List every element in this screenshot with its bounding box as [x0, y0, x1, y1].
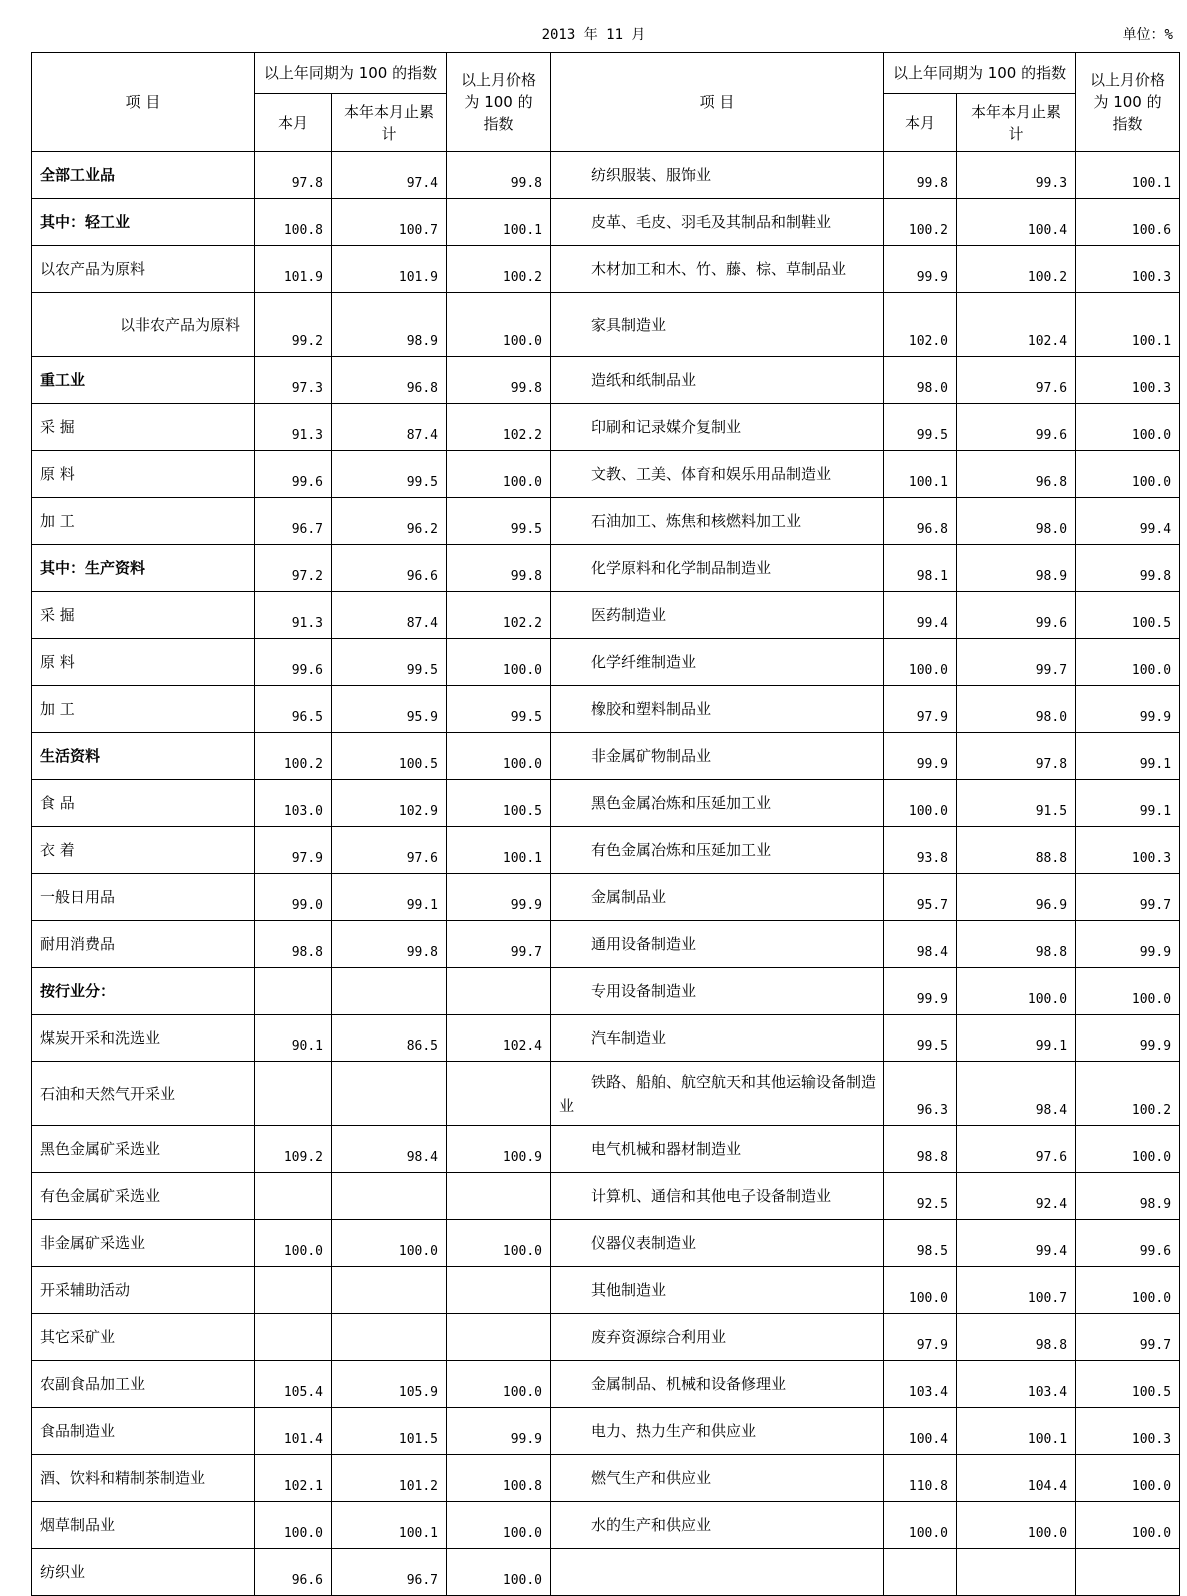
cell-this-month-right: 96.8 — [884, 498, 957, 545]
table-row — [32, 152, 1180, 199]
cell-mom-left: 99.9 — [447, 874, 551, 921]
row-label-right: 非金属矿物制品业 — [551, 733, 884, 780]
row-label-right: 电气机械和器材制造业 — [551, 1126, 884, 1173]
cell-ytd-right: 99.1 — [957, 1015, 1076, 1062]
cell-mom-right: 98.9 — [1076, 1173, 1180, 1220]
cell-this-month-right — [884, 1549, 957, 1596]
cell-mom-right: 100.0 — [1076, 451, 1180, 498]
cell-mom-right: 99.9 — [1076, 1015, 1180, 1062]
row-label-right: 铁路、船舶、航空航天和其他运输设备制造业 — [551, 1062, 884, 1126]
cell-mom-left — [447, 1173, 551, 1220]
cell-ytd-right: 100.4 — [957, 199, 1076, 246]
col-this-month-right: 本月 — [884, 94, 957, 152]
cell-mom-left: 99.7 — [447, 921, 551, 968]
row-label-right: 印刷和记录媒介复制业 — [551, 404, 884, 451]
table-row — [32, 246, 1180, 293]
row-label-right: 橡胶和塑料制品业 — [551, 686, 884, 733]
cell-this-month-left: 99.2 — [255, 293, 332, 357]
cell-this-month-right: 102.0 — [884, 293, 957, 357]
cell-this-month-left: 103.0 — [255, 780, 332, 827]
row-label-right: 化学纤维制造业 — [551, 639, 884, 686]
cell-ytd-left: 100.7 — [332, 199, 447, 246]
cell-this-month-left: 99.6 — [255, 639, 332, 686]
cell-ytd-right: 98.0 — [957, 498, 1076, 545]
cell-ytd-left: 95.9 — [332, 686, 447, 733]
table-row — [32, 874, 1180, 921]
cell-ytd-right: 96.9 — [957, 874, 1076, 921]
cell-mom-left: 99.9 — [447, 1408, 551, 1455]
cell-ytd-right: 98.8 — [957, 1314, 1076, 1361]
table-row — [32, 921, 1180, 968]
cell-this-month-right: 98.4 — [884, 921, 957, 968]
cell-mom-left: 100.1 — [447, 827, 551, 874]
row-label-left: 全部工业品 — [32, 152, 255, 199]
cell-ytd-right — [957, 1549, 1076, 1596]
cell-ytd-left: 97.6 — [332, 827, 447, 874]
row-label-right: 计算机、通信和其他电子设备制造业 — [551, 1173, 884, 1220]
cell-mom-right: 100.0 — [1076, 1455, 1180, 1502]
table-row — [32, 1126, 1180, 1173]
row-label-left: 按行业分： — [32, 968, 255, 1015]
cell-this-month-right: 103.4 — [884, 1361, 957, 1408]
table-row — [32, 1062, 1180, 1126]
cell-ytd-left: 99.5 — [332, 451, 447, 498]
row-label-left: 重工业 — [32, 357, 255, 404]
cell-mom-left: 99.8 — [447, 357, 551, 404]
table-row — [32, 1267, 1180, 1314]
cell-mom-left — [447, 968, 551, 1015]
row-label-left: 烟草制品业 — [32, 1502, 255, 1549]
cell-ytd-left: 99.5 — [332, 639, 447, 686]
row-label-left: 酒、饮料和精制茶制造业 — [32, 1455, 255, 1502]
cell-this-month-left — [255, 1267, 332, 1314]
row-label-left: 农副食品加工业 — [32, 1361, 255, 1408]
cell-this-month-right: 93.8 — [884, 827, 957, 874]
cell-ytd-left — [332, 1267, 447, 1314]
row-label-left: 原 料 — [32, 639, 255, 686]
cell-this-month-left: 109.2 — [255, 1126, 332, 1173]
row-label-left: 其中：生产资料 — [32, 545, 255, 592]
cell-mom-right: 99.9 — [1076, 686, 1180, 733]
row-label-left: 采 掘 — [32, 592, 255, 639]
cell-mom-right: 99.1 — [1076, 733, 1180, 780]
cell-ytd-left: 100.0 — [332, 1220, 447, 1267]
row-label-left: 耐用消费品 — [32, 921, 255, 968]
row-label-right: 电力、热力生产和供应业 — [551, 1408, 884, 1455]
row-label-right: 石油加工、炼焦和核燃料加工业 — [551, 498, 884, 545]
table-row — [32, 1408, 1180, 1455]
col-item-left: 项 目 — [32, 53, 255, 152]
report-header — [0, 24, 1187, 46]
row-label-left: 食 品 — [32, 780, 255, 827]
cell-mom-left: 100.5 — [447, 780, 551, 827]
cell-mom-right: 100.3 — [1076, 357, 1180, 404]
row-label-left: 以非农产品为原料 — [32, 293, 255, 357]
cell-this-month-right: 100.1 — [884, 451, 957, 498]
cell-ytd-right: 88.8 — [957, 827, 1076, 874]
cell-this-month-left — [255, 968, 332, 1015]
cell-this-month-right: 99.9 — [884, 246, 957, 293]
cell-this-month-right: 99.8 — [884, 152, 957, 199]
cell-this-month-left: 91.3 — [255, 404, 332, 451]
cell-ytd-right: 97.6 — [957, 1126, 1076, 1173]
cell-mom-left: 99.8 — [447, 152, 551, 199]
cell-this-month-left: 97.3 — [255, 357, 332, 404]
table-row — [32, 1220, 1180, 1267]
cell-ytd-right: 102.4 — [957, 293, 1076, 357]
cell-mom-left: 102.4 — [447, 1015, 551, 1062]
cell-mom-right: 99.7 — [1076, 874, 1180, 921]
cell-ytd-right: 100.7 — [957, 1267, 1076, 1314]
table-row — [32, 827, 1180, 874]
cell-ytd-right: 99.6 — [957, 592, 1076, 639]
cell-mom-left: 99.5 — [447, 498, 551, 545]
row-label-left: 一般日用品 — [32, 874, 255, 921]
cell-this-month-left: 100.0 — [255, 1220, 332, 1267]
col-yoy-group-left: 以上年同期为 100 的指数 — [255, 53, 447, 94]
row-label-left: 食品制造业 — [32, 1408, 255, 1455]
cell-ytd-left: 100.5 — [332, 733, 447, 780]
cell-ytd-right: 99.4 — [957, 1220, 1076, 1267]
cell-ytd-right: 99.7 — [957, 639, 1076, 686]
cell-this-month-right: 99.9 — [884, 733, 957, 780]
row-label-right: 家具制造业 — [551, 293, 884, 357]
cell-mom-left: 100.0 — [447, 451, 551, 498]
cell-mom-left: 100.9 — [447, 1126, 551, 1173]
row-label-left: 非金属矿采选业 — [32, 1220, 255, 1267]
table-row — [32, 357, 1180, 404]
table-row — [32, 293, 1180, 357]
cell-mom-left: 102.2 — [447, 404, 551, 451]
cell-ytd-right: 99.3 — [957, 152, 1076, 199]
cell-mom-right: 99.6 — [1076, 1220, 1180, 1267]
cell-ytd-left: 105.9 — [332, 1361, 447, 1408]
cell-this-month-right: 95.7 — [884, 874, 957, 921]
cell-mom-right — [1076, 1549, 1180, 1596]
cell-this-month-left: 99.0 — [255, 874, 332, 921]
price-index-table — [31, 52, 1180, 1596]
cell-mom-right: 100.1 — [1076, 152, 1180, 199]
cell-ytd-left: 100.1 — [332, 1502, 447, 1549]
col-ytd-right: 本年本月止累计 — [957, 94, 1076, 152]
cell-ytd-left: 96.8 — [332, 357, 447, 404]
cell-this-month-left: 91.3 — [255, 592, 332, 639]
cell-mom-right: 99.8 — [1076, 545, 1180, 592]
cell-ytd-left: 101.2 — [332, 1455, 447, 1502]
cell-ytd-right: 98.4 — [957, 1062, 1076, 1126]
cell-ytd-left: 86.5 — [332, 1015, 447, 1062]
table-row — [32, 1314, 1180, 1361]
cell-ytd-left — [332, 968, 447, 1015]
row-label-left: 开采辅助活动 — [32, 1267, 255, 1314]
cell-ytd-right: 97.8 — [957, 733, 1076, 780]
cell-mom-left: 100.0 — [447, 733, 551, 780]
cell-this-month-left: 97.9 — [255, 827, 332, 874]
cell-ytd-left: 87.4 — [332, 404, 447, 451]
cell-mom-left: 100.8 — [447, 1455, 551, 1502]
row-label-left: 其中：轻工业 — [32, 199, 255, 246]
cell-mom-right: 99.9 — [1076, 921, 1180, 968]
cell-this-month-right: 96.3 — [884, 1062, 957, 1126]
cell-this-month-right: 100.0 — [884, 639, 957, 686]
cell-ytd-left: 96.7 — [332, 1549, 447, 1596]
cell-this-month-right: 98.1 — [884, 545, 957, 592]
cell-ytd-left: 99.8 — [332, 921, 447, 968]
cell-ytd-right: 99.6 — [957, 404, 1076, 451]
row-label-right: 文教、工美、体育和娱乐用品制造业 — [551, 451, 884, 498]
row-label-right: 其他制造业 — [551, 1267, 884, 1314]
cell-this-month-right: 100.2 — [884, 199, 957, 246]
cell-mom-left: 99.8 — [447, 545, 551, 592]
report-date: 2013 年 11 月 — [541, 27, 646, 43]
cell-this-month-left: 97.2 — [255, 545, 332, 592]
cell-this-month-left: 100.8 — [255, 199, 332, 246]
cell-ytd-right: 104.4 — [957, 1455, 1076, 1502]
cell-mom-right: 100.0 — [1076, 404, 1180, 451]
row-label-right: 仪器仪表制造业 — [551, 1220, 884, 1267]
cell-ytd-left: 87.4 — [332, 592, 447, 639]
cell-ytd-right: 91.5 — [957, 780, 1076, 827]
col-ytd-left: 本年本月止累计 — [332, 94, 447, 152]
row-label-left: 黑色金属矿采选业 — [32, 1126, 255, 1173]
cell-this-month-right: 98.5 — [884, 1220, 957, 1267]
cell-ytd-right: 98.9 — [957, 545, 1076, 592]
cell-ytd-left: 97.4 — [332, 152, 447, 199]
row-label-right: 医药制造业 — [551, 592, 884, 639]
cell-this-month-right: 97.9 — [884, 1314, 957, 1361]
cell-this-month-right: 100.0 — [884, 1502, 957, 1549]
cell-mom-left: 100.0 — [447, 1549, 551, 1596]
row-label-right: 金属制品、机械和设备修理业 — [551, 1361, 884, 1408]
cell-mom-right: 100.3 — [1076, 246, 1180, 293]
row-label-left: 原 料 — [32, 451, 255, 498]
table-row — [32, 1173, 1180, 1220]
cell-mom-right: 100.0 — [1076, 639, 1180, 686]
row-label-left: 采 掘 — [32, 404, 255, 451]
row-label-right: 纺织服装、服饰业 — [551, 152, 884, 199]
cell-mom-right: 100.0 — [1076, 1502, 1180, 1549]
cell-mom-right: 100.1 — [1076, 293, 1180, 357]
row-label-right: 废弃资源综合利用业 — [551, 1314, 884, 1361]
row-label-right: 造纸和纸制品业 — [551, 357, 884, 404]
cell-ytd-left — [332, 1062, 447, 1126]
table-row — [32, 968, 1180, 1015]
row-label-left: 煤炭开采和洗选业 — [32, 1015, 255, 1062]
cell-mom-right: 100.5 — [1076, 592, 1180, 639]
cell-mom-right: 100.5 — [1076, 1361, 1180, 1408]
cell-this-month-left: 98.8 — [255, 921, 332, 968]
cell-this-month-right: 97.9 — [884, 686, 957, 733]
cell-mom-left — [447, 1267, 551, 1314]
table-row — [32, 545, 1180, 592]
cell-ytd-left: 101.9 — [332, 246, 447, 293]
row-label-right: 化学原料和化学制品制造业 — [551, 545, 884, 592]
cell-ytd-left: 98.9 — [332, 293, 447, 357]
cell-this-month-right: 99.5 — [884, 1015, 957, 1062]
cell-this-month-left: 105.4 — [255, 1361, 332, 1408]
cell-this-month-left: 100.2 — [255, 733, 332, 780]
cell-ytd-left: 101.5 — [332, 1408, 447, 1455]
cell-mom-right: 100.3 — [1076, 827, 1180, 874]
row-label-right: 金属制品业 — [551, 874, 884, 921]
cell-ytd-right: 96.8 — [957, 451, 1076, 498]
cell-this-month-right: 100.0 — [884, 1267, 957, 1314]
cell-this-month-left: 97.8 — [255, 152, 332, 199]
cell-ytd-right: 100.0 — [957, 1502, 1076, 1549]
cell-this-month-left: 102.1 — [255, 1455, 332, 1502]
table-row — [32, 1549, 1180, 1596]
cell-ytd-right: 100.0 — [957, 968, 1076, 1015]
col-item-right: 项 目 — [551, 53, 884, 152]
cell-this-month-right: 92.5 — [884, 1173, 957, 1220]
cell-ytd-left — [332, 1314, 447, 1361]
col-mom-left: 以上月价格为 100 的指数 — [447, 53, 551, 152]
cell-ytd-left: 96.2 — [332, 498, 447, 545]
cell-mom-left — [447, 1062, 551, 1126]
cell-this-month-right: 110.8 — [884, 1455, 957, 1502]
cell-this-month-left — [255, 1173, 332, 1220]
row-label-right: 汽车制造业 — [551, 1015, 884, 1062]
cell-mom-left: 102.2 — [447, 592, 551, 639]
row-label-left: 有色金属矿采选业 — [32, 1173, 255, 1220]
cell-this-month-right: 98.8 — [884, 1126, 957, 1173]
cell-this-month-right: 98.0 — [884, 357, 957, 404]
table-row — [32, 780, 1180, 827]
cell-this-month-left: 99.6 — [255, 451, 332, 498]
cell-mom-right: 100.2 — [1076, 1062, 1180, 1126]
cell-this-month-right: 100.4 — [884, 1408, 957, 1455]
cell-mom-left: 100.2 — [447, 246, 551, 293]
cell-ytd-right: 98.8 — [957, 921, 1076, 968]
cell-this-month-left: 101.4 — [255, 1408, 332, 1455]
row-label-right: 通用设备制造业 — [551, 921, 884, 968]
table-row — [32, 1502, 1180, 1549]
cell-this-month-left: 96.5 — [255, 686, 332, 733]
row-label-left: 纺织业 — [32, 1549, 255, 1596]
row-label-left: 生活资料 — [32, 733, 255, 780]
table-row — [32, 1361, 1180, 1408]
cell-this-month-left: 96.7 — [255, 498, 332, 545]
cell-this-month-left: 100.0 — [255, 1502, 332, 1549]
row-label-right: 燃气生产和供应业 — [551, 1455, 884, 1502]
table-row — [32, 1015, 1180, 1062]
cell-this-month-left — [255, 1062, 332, 1126]
cell-mom-left: 100.0 — [447, 1220, 551, 1267]
table-row — [32, 639, 1180, 686]
row-label-left: 衣 着 — [32, 827, 255, 874]
row-label-right: 专用设备制造业 — [551, 968, 884, 1015]
cell-mom-left — [447, 1314, 551, 1361]
col-mom-right: 以上月价格为 100 的指数 — [1076, 53, 1180, 152]
col-yoy-group-right: 以上年同期为 100 的指数 — [884, 53, 1076, 94]
unit-label: 单位：% — [1122, 27, 1173, 43]
row-label-left: 以农产品为原料 — [32, 246, 255, 293]
cell-ytd-right: 100.2 — [957, 246, 1076, 293]
cell-ytd-left: 98.4 — [332, 1126, 447, 1173]
cell-mom-left: 100.1 — [447, 199, 551, 246]
cell-mom-left: 100.0 — [447, 1502, 551, 1549]
row-label-right: 皮革、毛皮、羽毛及其制品和制鞋业 — [551, 199, 884, 246]
cell-ytd-right: 98.0 — [957, 686, 1076, 733]
cell-this-month-left: 96.6 — [255, 1549, 332, 1596]
cell-mom-right: 100.6 — [1076, 199, 1180, 246]
row-label-left: 加 工 — [32, 686, 255, 733]
cell-mom-right: 100.0 — [1076, 968, 1180, 1015]
row-label-left: 加 工 — [32, 498, 255, 545]
table-row — [32, 404, 1180, 451]
cell-this-month-right: 99.5 — [884, 404, 957, 451]
cell-ytd-right: 92.4 — [957, 1173, 1076, 1220]
row-label-right: 黑色金属冶炼和压延加工业 — [551, 780, 884, 827]
cell-this-month-left — [255, 1314, 332, 1361]
cell-mom-right: 99.1 — [1076, 780, 1180, 827]
cell-mom-left: 100.0 — [447, 639, 551, 686]
cell-this-month-right: 100.0 — [884, 780, 957, 827]
cell-this-month-left: 90.1 — [255, 1015, 332, 1062]
cell-mom-right: 100.0 — [1076, 1126, 1180, 1173]
cell-ytd-right: 100.1 — [957, 1408, 1076, 1455]
cell-ytd-left — [332, 1173, 447, 1220]
row-label-left: 其它采矿业 — [32, 1314, 255, 1361]
table-row — [32, 686, 1180, 733]
cell-mom-left: 100.0 — [447, 293, 551, 357]
table-row — [32, 498, 1180, 545]
row-label-right: 水的生产和供应业 — [551, 1502, 884, 1549]
cell-ytd-left: 102.9 — [332, 780, 447, 827]
cell-ytd-left: 96.6 — [332, 545, 447, 592]
table-row — [32, 1455, 1180, 1502]
cell-mom-right: 100.3 — [1076, 1408, 1180, 1455]
row-label-right: 木材加工和木、竹、藤、棕、草制品业 — [551, 246, 884, 293]
cell-ytd-right: 97.6 — [957, 357, 1076, 404]
table-row — [32, 592, 1180, 639]
cell-mom-right: 99.4 — [1076, 498, 1180, 545]
row-label-right — [551, 1549, 884, 1596]
cell-ytd-right: 103.4 — [957, 1361, 1076, 1408]
row-label-left: 石油和天然气开采业 — [32, 1062, 255, 1126]
cell-this-month-right: 99.4 — [884, 592, 957, 639]
cell-this-month-left: 101.9 — [255, 246, 332, 293]
table-row — [32, 199, 1180, 246]
cell-ytd-left: 99.1 — [332, 874, 447, 921]
cell-mom-right: 99.7 — [1076, 1314, 1180, 1361]
table-row — [32, 451, 1180, 498]
table-row — [32, 733, 1180, 780]
row-label-right: 有色金属冶炼和压延加工业 — [551, 827, 884, 874]
cell-mom-right: 100.0 — [1076, 1267, 1180, 1314]
cell-mom-left: 99.5 — [447, 686, 551, 733]
cell-mom-left: 100.0 — [447, 1361, 551, 1408]
col-this-month-left: 本月 — [255, 94, 332, 152]
cell-this-month-right: 99.9 — [884, 968, 957, 1015]
